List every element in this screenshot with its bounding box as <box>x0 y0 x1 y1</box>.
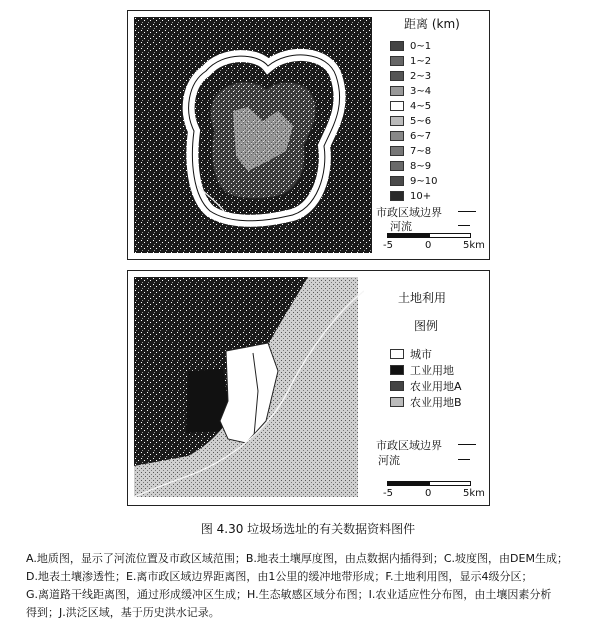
legend-swatch <box>390 131 404 141</box>
boundary-line-sample <box>458 444 476 445</box>
legend-swatch <box>390 191 404 201</box>
scale-label-mid: 0 <box>425 488 432 499</box>
legend-heading: 图例 <box>414 319 439 333</box>
scale-label-right: 5km <box>463 488 485 499</box>
legend-swatch <box>390 397 404 407</box>
boundary-legend-label: 市政区域边界 <box>376 439 442 452</box>
scale-bar-left <box>387 233 429 238</box>
land-use-map-panel <box>127 270 490 506</box>
legend-item: 2~3 <box>390 69 431 83</box>
scale-bar-right <box>429 233 471 238</box>
legend-swatch <box>390 86 404 96</box>
legend-swatch <box>390 146 404 156</box>
legend-item: 5~6 <box>390 114 431 128</box>
river-legend-label: 河流 <box>390 220 412 233</box>
note-line: D.地表土壤渗透性；E.离市政区域边界距离图，由1公里的缓冲地带形成；F.土地利用图，显示4级分区； <box>26 570 533 583</box>
legend-item: 10+ <box>390 189 431 203</box>
legend-item: 3~4 <box>390 84 431 98</box>
river-line-sample <box>458 225 470 226</box>
legend-item: 工业用地 <box>390 363 454 377</box>
legend-swatch <box>390 56 404 66</box>
legend-swatch <box>390 349 404 359</box>
scale-label-mid: 0 <box>425 240 432 251</box>
legend-item: 7~8 <box>390 144 431 158</box>
legend-item: 6~7 <box>390 129 431 143</box>
figure-caption: 图 4.30 垃圾场选址的有关数据资料图件 <box>200 522 416 536</box>
scale-bar-left <box>387 481 429 486</box>
legend-item: 0~1 <box>390 39 431 53</box>
river-line-sample <box>458 459 470 460</box>
scale-label-left: -5 <box>383 488 393 499</box>
legend-swatch <box>390 116 404 126</box>
scale-bar <box>383 231 483 259</box>
note-line: 得到；J.洪泛区域，基于历史洪水记录。 <box>26 606 220 619</box>
legend-item: 9~10 <box>390 174 437 188</box>
legend-swatch <box>390 365 404 375</box>
river-legend-label: 河流 <box>378 454 400 467</box>
legend-item: 8~9 <box>390 159 431 173</box>
legend-swatch <box>390 161 404 171</box>
scale-bar-right <box>429 481 471 486</box>
scale-label-right: 5km <box>463 240 485 251</box>
scale-bar <box>383 479 483 507</box>
legend-swatch <box>390 41 404 51</box>
legend-swatch <box>390 381 404 391</box>
legend-swatch <box>390 71 404 81</box>
note-line: G.离道路干线距离图，通过形成缓冲区生成；H.生态敏感区域分布图；I.农业适应性分布图，由土壤因素分析 <box>26 588 552 601</box>
legend-item: 城市 <box>390 347 432 361</box>
legend-swatch <box>390 101 404 111</box>
legend-item: 4~5 <box>390 99 431 113</box>
distance-map-panel <box>127 10 490 260</box>
boundary-line-sample <box>458 211 476 212</box>
legend-item: 1~2 <box>390 54 431 68</box>
legend-item: 农业用地A <box>390 379 462 393</box>
legend-title: 距离 (km) <box>404 17 460 31</box>
note-line: A.地质图，显示了河流位置及市政区域范围；B.地表土壤厚度图，由点数据内插得到；C.坡度图，由DEM生成； <box>26 552 568 565</box>
land-use-title: 土地利用 <box>398 291 447 305</box>
scale-label-left: -5 <box>383 240 393 251</box>
land-use-map <box>128 271 364 503</box>
legend-swatch <box>390 176 404 186</box>
boundary-legend-label: 市政区域边界 <box>376 206 442 219</box>
distance-map <box>128 11 378 257</box>
legend-item: 农业用地B <box>390 395 462 409</box>
